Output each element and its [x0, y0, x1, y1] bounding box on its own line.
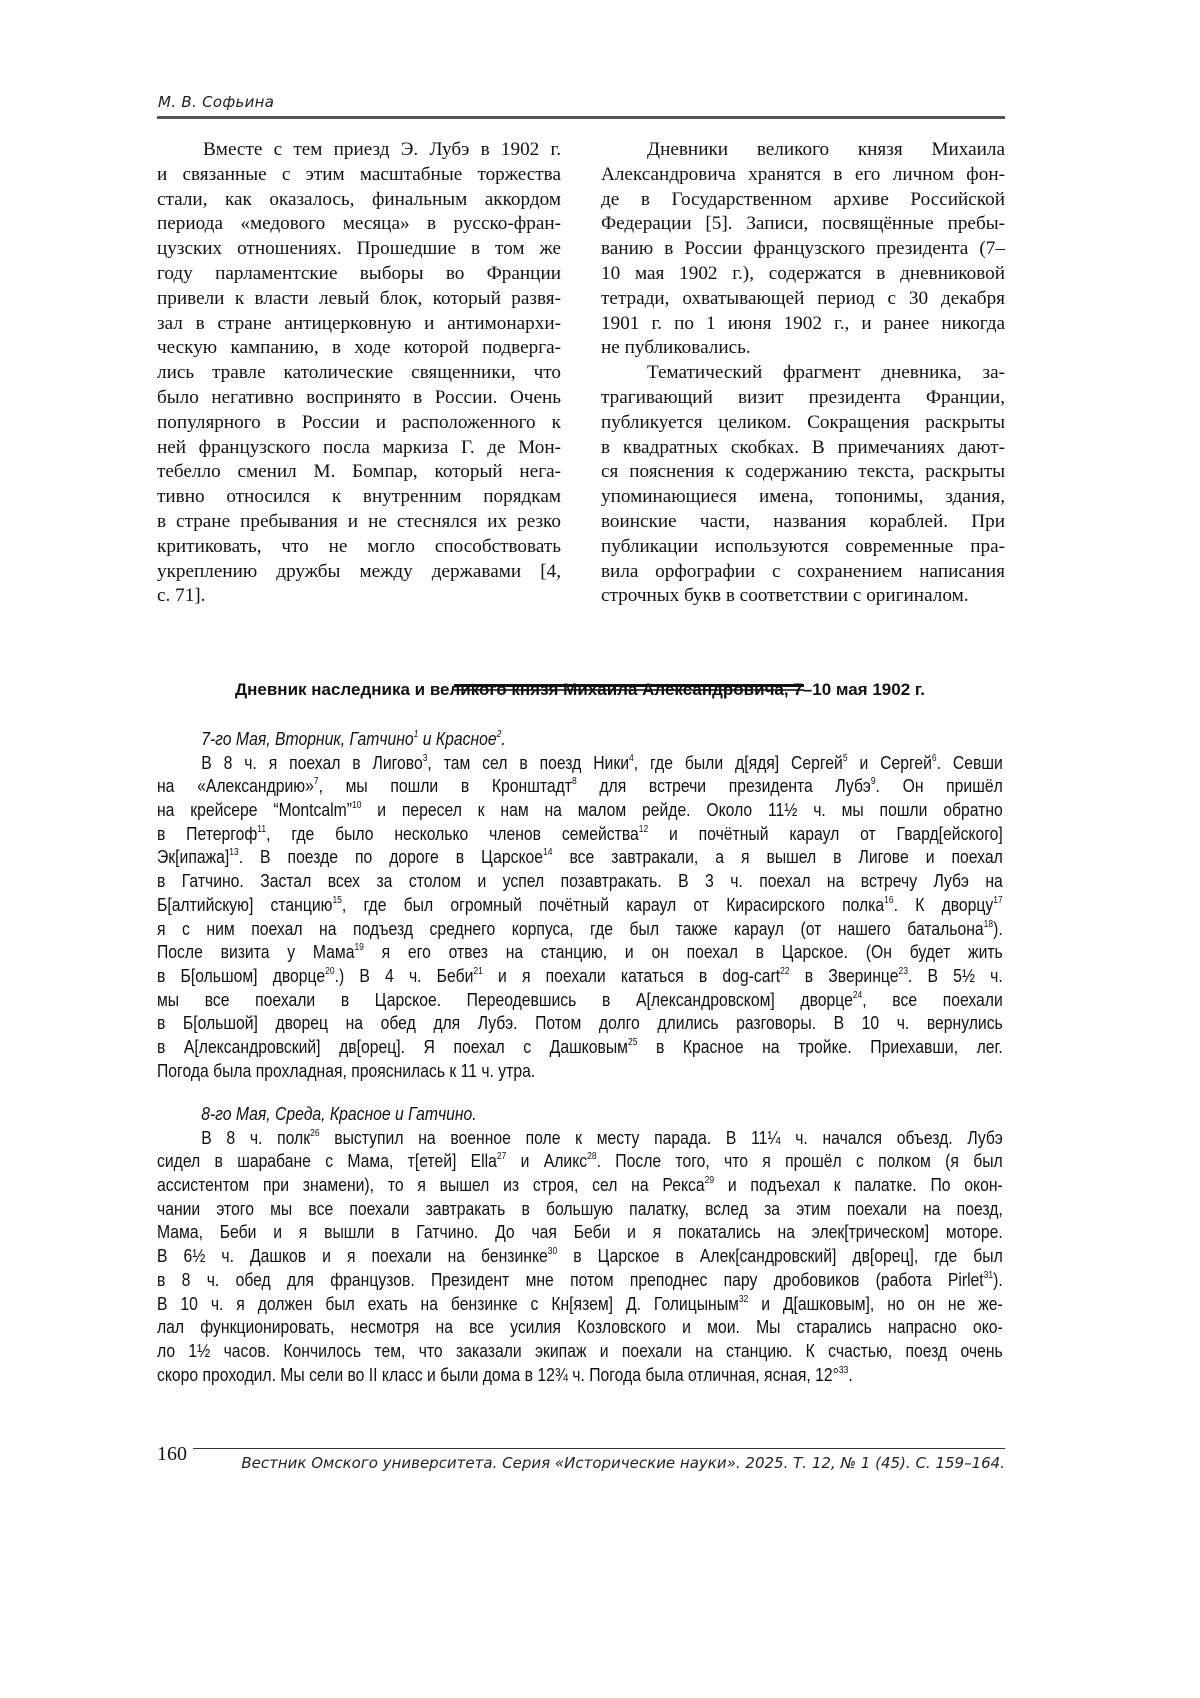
intro-left-column [157, 138, 561, 609]
text-line: де в Государственном архиве Российской [601, 188, 1005, 210]
diary-text-line: на «Александрию»$^7$, мы пошли в Кронштадт$^8$ для встречи президента Лубэ$^9$. Он пришёл [157, 775, 1003, 797]
text-line: воинские части, названия кораблей. При [601, 510, 1005, 532]
header-rule [157, 116, 1005, 119]
entry-heading: 7-го Мая, Вторник, Гатчино$^1$ и Красное$^2$. [201, 728, 506, 749]
footnote-marker: 31 [983, 1269, 994, 1281]
footnote-marker: 12 [638, 823, 649, 835]
footnote-marker: 2 [496, 729, 502, 740]
text-line: и связанные с этим масштабные торжества [157, 163, 561, 185]
text-line: было негативно воспринято в России. Очень [157, 386, 561, 408]
text-line: критиковать, что не могло способствовать [157, 535, 561, 557]
footnote-marker: 9 [870, 776, 876, 788]
footnote-marker: 11 [257, 823, 267, 835]
entry-heading: 8-го Мая, Среда, Красное и Гатчино. [201, 1103, 477, 1124]
text-line: ванию в России французского президента (7– [601, 238, 1005, 260]
text-line: тебелло сменил М. Бомпар, который нега- [157, 461, 561, 483]
diary-text-line: ассистентом при знамени), то я вышел из строя, сел на Рекса$^{29}$ и подъехал к палатке. По окон- [157, 1174, 1003, 1196]
text-line: Тематический фрагмент дневника, за- [647, 362, 1005, 384]
text-line: упоминающиеся имена, топонимы, здания, [601, 486, 1005, 508]
diary-text-line: в Петергоф$^{11}$, где было несколько членов семейства$^{12}$ и почётный караул от Гвард[ейского] [157, 822, 1003, 844]
footnote-marker: 15 [332, 894, 342, 906]
diary-text-line: ло 1½ часов. Кончилось тем, что заказали экипаж и поехали на станцию. К счастью, поезд очень [157, 1339, 1003, 1361]
footnote-marker: 8 [571, 776, 577, 788]
running-header-author: М. В. Софьина [158, 93, 275, 111]
footnote-marker: 21 [473, 965, 483, 977]
footnote-marker: 4 [629, 752, 634, 764]
diary-entry-may-8 [157, 1102, 1003, 1386]
footnote-marker: 10 [351, 800, 362, 812]
diary-text-line: В 10 ч. я должен был ехать на бензинке с Кн[язем] Д. Голицыным$^{32}$ и Д[ашковым], но он не же- [157, 1292, 1003, 1314]
text-line: периода «медового месяца» в русско-фран- [157, 213, 561, 235]
footnote-marker: 13 [229, 847, 239, 859]
footnote-marker: 22 [780, 965, 790, 977]
text-line: в квадратных скобках. В примечаниях дают- [601, 436, 1005, 458]
footnote-marker: 23 [898, 965, 908, 977]
text-line: Александровича хранятся в его личном фон- [601, 163, 1005, 185]
text-line: публикации используются современные пра- [601, 535, 1005, 557]
diary-text-line: в А[лександровский] дв[орец]. Я поехал с Дашковым$^{25}$ в Красное на тройке. Приехавши, лег. [157, 1035, 1003, 1057]
text-line: тетради, охватывающей период с 30 декабря [601, 287, 1005, 309]
text-line: Дневники великого князя Михаила [647, 139, 1005, 160]
footnote-marker: 16 [884, 894, 894, 906]
footnote-marker: 28 [587, 1151, 597, 1163]
text-line: не публиковались. [601, 337, 751, 359]
diary-text-line: мы все поехали в Царское. Переодевшись в А[лександровском] дворце$^{24}$, все поехали [157, 988, 1003, 1010]
text-line: году парламентские выборы во Франции [157, 262, 561, 284]
footnote-marker: 6 [931, 752, 937, 764]
diary-text-line: В 6½ ч. Дашков и я поехали на бензинке$^{30}$ в Царское в Алек[сандровский] дв[орец], где был [157, 1245, 1003, 1267]
text-line: в стране пребывания и не стеснялся их резко [157, 510, 561, 532]
footnote-marker: 1 [413, 729, 419, 740]
diary-text-line: лал функционировать, несмотря на все усилия Козловского и мои. Мы старались напрасно око- [157, 1316, 1003, 1338]
diary-text-line: я с ним поехал на подъезд среднего корпуса, где был также караул (от нашего батальона$^{18}$). [157, 917, 1003, 939]
text-line: 10 мая 1902 г.), содержатся в дневниковой [601, 262, 1005, 284]
footnote-marker: 14 [543, 847, 553, 859]
text-line: стали, как оказалось, финальным аккордом [157, 188, 561, 210]
diary-text-line: В 8 ч. полк$^{26}$ выступил на военное поле к месту парада. В 11¼ ч. начался объезд. Лубэ [201, 1126, 1003, 1148]
footnote-marker: 26 [310, 1127, 320, 1139]
text-line: Вместе с тем приезд Э. Лубэ в 1902 г. [203, 139, 561, 160]
footnote-marker: 17 [993, 894, 1003, 906]
footnote-marker: 29 [704, 1175, 715, 1187]
footnote-marker: 32 [738, 1293, 749, 1305]
diary-text-line: в Гатчино. Застал всех за столом и успел позавтракать. В 3 ч. поехал на встречу Лубэ на [157, 870, 1003, 892]
text-line: тивно относился к внутренним порядкам [157, 486, 561, 508]
text-line: лись травле католические священники, что [157, 362, 561, 384]
text-line: привели к власти левый блок, который развя- [157, 287, 561, 309]
text-line: с. 71]. [157, 585, 206, 607]
intro-right-column [601, 138, 1005, 609]
text-line: популярного в России и расположенного к [157, 411, 561, 433]
page-number: 160 [157, 1443, 187, 1465]
footnote-marker: 33 [838, 1364, 849, 1376]
diary-text-line: Мама, Беби и я вышли в Гатчино. До чая Беби и я покатались на элек[трическом] моторе. [157, 1221, 1003, 1243]
footer-rule [193, 1448, 1005, 1449]
text-line: ческую кампанию, в ходе которой подверга- [157, 337, 561, 359]
text-line: публикуется целиком. Сокращения раскрыты [601, 411, 1005, 433]
diary-text-line: на крейсере “Montcalm”$^{10}$ и пересел к нам на малом рейде. Около 11½ ч. мы пошли обратно [157, 799, 1003, 821]
diary-title: Дневник наследника и великого князя Михаила Александровича, 7–10 мая 1902 г. [235, 680, 925, 699]
footnote-marker: 18 [983, 918, 994, 930]
diary-text-line: Эк[ипажа]$^{13}$. В поезде по дороге в Царское$^{14}$ все завтракали, а я вышел в Лигове и поехал [157, 846, 1003, 868]
text-line: ся пояснения к содержанию текста, раскрыты [601, 461, 1005, 483]
footnote-marker: 19 [354, 942, 364, 954]
text-line: вила орфографии с сохранением написания [601, 560, 1005, 582]
text-line: ней французского посла маркиза Г. де Мон- [157, 436, 561, 458]
diary-text-line: чании этого мы все поехали завтракать в большую палатку, вслед за этим поехали на поезд, [157, 1197, 1003, 1219]
text-line: укреплению дружбы между державами [4, [157, 560, 561, 582]
text-line: трагивающий визит президента Франции, [601, 386, 1005, 408]
footnote-marker: 3 [422, 752, 428, 764]
diary-text-line: в 8 ч. обед для французов. Президент мне потом преподнес пару дробовиков (работа Pirlet$^{31}$). [157, 1268, 1003, 1290]
diary-text-line: Б[алтийскую] станцию$^{15}$, где был огромный почётный караул от Кирасирского полка$^{16}$. К дворцу$^{17}$ [157, 893, 1003, 915]
footnote-marker: 20 [325, 965, 335, 977]
diary-text-line: Погода была прохладная, прояснилась к 11 ч. утра. [157, 1059, 536, 1081]
diary-text-line: сидел в шарабане с Мама, т[етей] Ella$^{27}$ и Аликс$^{28}$. После того, что я прошёл с полком (я был [157, 1150, 1003, 1172]
text-line: цузских отношениях. Прошедшие в том же [157, 238, 561, 260]
footnote-marker: 24 [852, 989, 863, 1001]
text-line: Федерации [5]. Записи, посвящённые пребы- [601, 213, 1005, 235]
diary-text-line: После визита у Мама$^{19}$ я его отвез на станцию, и он поехал в Царское. (Он будет жить [157, 941, 1003, 963]
journal-citation: Вестник Омского университета. Серия «Исторические науки». 2025. Т. 12, № 1 (45). С. 159–164. [241, 1454, 1005, 1472]
footnote-marker: 30 [547, 1246, 558, 1258]
text-line: зал в стране антицерковную и антимонархи- [157, 312, 561, 334]
text-line: 1901 г. по 1 июня 1902 г., и ранее никогда [601, 312, 1005, 334]
diary-text-line: в Б[ольшом] дворце$^{20}$.) В 4 ч. Беби$^{21}$ и я поехали кататься в dog-cart$^{22}$ в Зверинце$^{23}$. В 5½ ч. [157, 964, 1003, 986]
diary-text-line: скоро проходил. Мы сели во II класс и были дома в 12¾ ч. Погода была отличная, ясная, 12°$^{33}$. [157, 1363, 853, 1385]
diary-text-line: в Б[ольшой] дворец на обед для Лубэ. Потом долго длились разговоры. В 10 ч. вернулись [157, 1012, 1003, 1034]
diary-entry-may-7 [157, 727, 1003, 1082]
footnote-marker: 7 [313, 776, 319, 788]
diary-text-line: В 8 ч. я поехал в Лигово$^3$, там сел в поезд Ники$^4$, где были д[ядя] Сергей$^5$ и Сергей$^6$. Севши [201, 751, 1003, 773]
text-line: строчных букв в соответствии с оригиналом. [601, 585, 969, 607]
footnote-marker: 25 [627, 1036, 638, 1048]
footnote-marker: 5 [842, 752, 848, 764]
footnote-marker: 27 [496, 1151, 507, 1163]
